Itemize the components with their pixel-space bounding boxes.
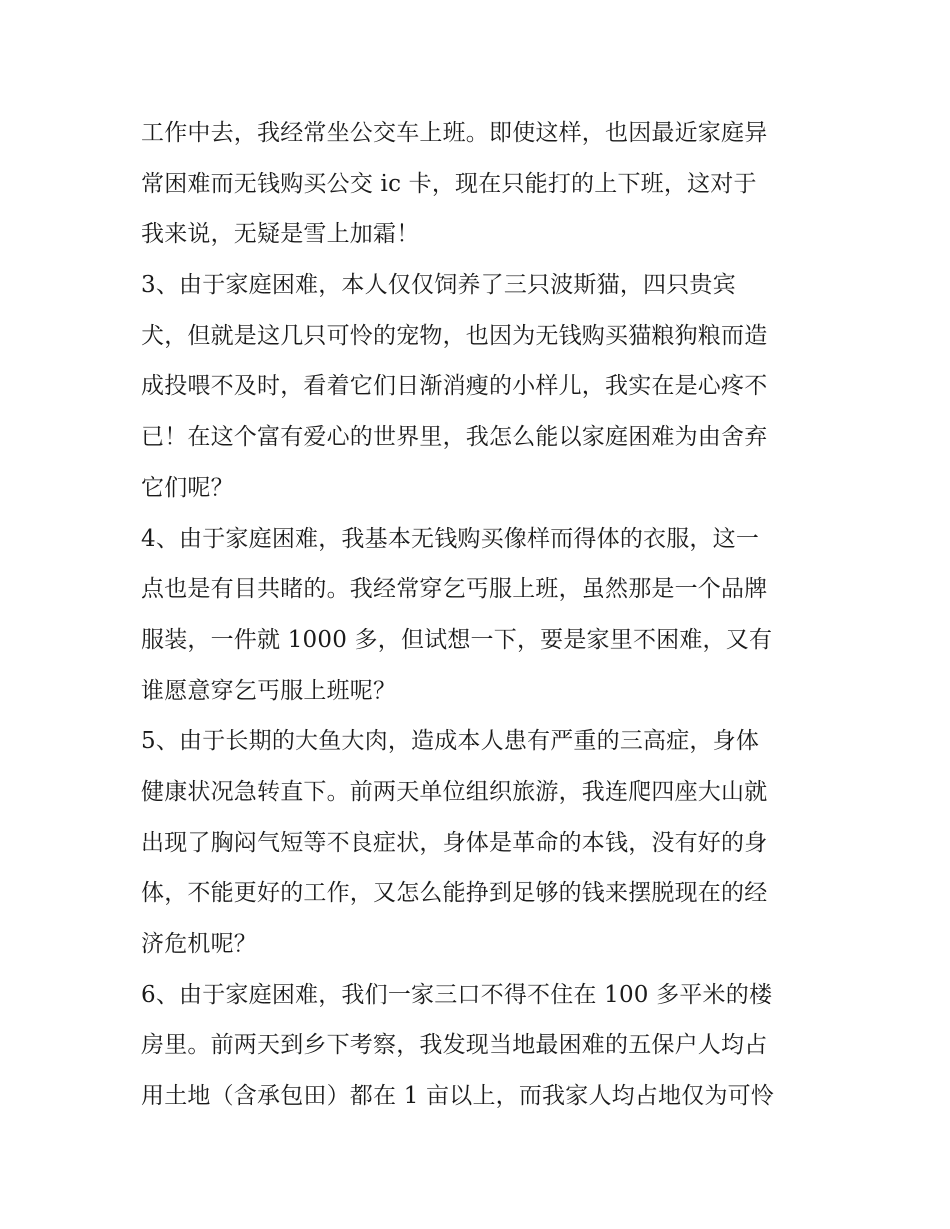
- text-line: 健康状况急转直下。前两天单位组织旅游，我连爬四座大山就: [141, 778, 768, 805]
- text-line: 出现了胸闷气短等不良症状，身体是革命的本钱，没有好的身: [141, 829, 768, 856]
- text-line: 3、由于家庭困难，本人仅仅饲养了三只波斯猫，四只贵宾: [141, 272, 736, 299]
- text-line: 济危机呢？: [141, 931, 257, 957]
- text-line: 6、由于家庭困难，我们一家三口不得不住在 100 多平米的楼: [141, 981, 773, 1008]
- text-line: 工作中去，我经常坐公交车上班。即使这样，也因最近家庭异: [141, 120, 768, 146]
- text-line: 犬，但就是这几只可怜的宠物，也因为无钱购买猫粮狗粮而造: [141, 322, 768, 349]
- document-body: [141, 108, 821, 1122]
- text-line: 它们呢？: [141, 474, 234, 501]
- text-line: 体，不能更好的工作，又怎么能挣到足够的钱来摆脱现在的经: [141, 880, 768, 907]
- text-line: 我来说，无疑是雪上加霜！: [141, 221, 420, 248]
- text-line: 用土地（含承包田）都在 1 亩以上，而我家人均占地仅为可怜: [141, 1083, 775, 1110]
- text-line: 点也是有目共睹的。我经常穿乞丐服上班，虽然那是一个品牌: [141, 576, 768, 603]
- text-line: 成投喂不及时，看着它们日渐消瘦的小样儿，我实在是心疼不: [141, 373, 768, 400]
- text-line: 5、由于长期的大鱼大肉，造成本人患有严重的三高症，身体: [141, 728, 760, 755]
- text-line: 常困难而无钱购买公交 ic 卡，现在只能打的上下班，这对于: [141, 170, 757, 197]
- text-line: 服装，一件就 1000 多，但试想一下，要是家里不困难，又有: [141, 626, 773, 653]
- text-line: 已！在这个富有爱心的世界里，我怎么能以家庭困难为由舍弃: [141, 424, 768, 451]
- text-line: 4、由于家庭困难，我基本无钱购买像样而得体的衣服，这一: [141, 525, 760, 552]
- text-line: 谁愿意穿乞丐服上班呢？: [141, 677, 397, 704]
- text-line: 房里。前两天到乡下考察，我发现当地最困难的五保户人均占: [141, 1032, 768, 1059]
